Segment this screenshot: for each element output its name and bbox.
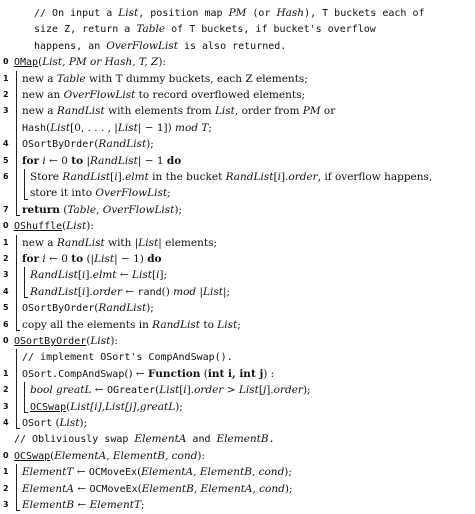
code-line: [0, 37, 475, 55]
line-number: 2: [3, 254, 9, 263]
code-line: [0, 184, 475, 202]
code-token: OCMoveEx: [88, 467, 138, 479]
code-token: (: [38, 56, 43, 69]
code-token: ];: [159, 269, 168, 282]
code-token: do: [147, 253, 162, 265]
code-token: // Obliviously swap: [14, 434, 135, 446]
code-token: ):: [197, 449, 205, 462]
code-token: ;: [167, 187, 171, 200]
line-number: 7: [3, 204, 9, 214]
code-token: ].: [85, 285, 93, 298]
code-token: | − 1: [137, 154, 167, 167]
code-token: OverFlowList: [63, 89, 136, 101]
code-line: [0, 430, 475, 448]
code-token: ].: [85, 269, 93, 282]
code-token: ←: [73, 466, 89, 479]
code-token: Store: [30, 171, 63, 183]
code-token: ):: [86, 220, 94, 233]
code-line: [0, 365, 475, 383]
code-text: [30, 266, 167, 284]
code-token: List: [117, 121, 138, 134]
code-token: () ←: [124, 367, 149, 380]
code-token: to: [200, 318, 218, 331]
code-token: order: [288, 171, 318, 183]
block-scope-line: [16, 235, 17, 330]
code-token: ←: [91, 384, 107, 397]
code-token: elmt: [125, 171, 149, 183]
code-token: i: [156, 269, 160, 282]
code-token: [: [179, 384, 184, 397]
line-number: 2: [3, 483, 9, 493]
code-text: [22, 70, 308, 88]
code-text: [30, 184, 171, 202]
code-token: order: [92, 285, 123, 298]
code-token: Function: [148, 367, 201, 380]
code-token: ←: [74, 499, 90, 511]
code-line: [0, 119, 475, 137]
line-number: 2: [3, 385, 9, 395]
code-token: List: [138, 236, 159, 249]
block-scope-hook: [16, 428, 20, 429]
code-token: new a: [22, 105, 57, 118]
code-token: for: [22, 253, 40, 265]
line-number: 4: [3, 139, 9, 149]
code-token: i: [81, 285, 86, 298]
code-line: [0, 480, 475, 498]
code-token: ElementT: [22, 466, 74, 479]
code-token: ):: [110, 335, 118, 347]
code-token: OCSwap: [14, 450, 51, 462]
code-token: List: [94, 253, 115, 265]
code-token: RandList: [56, 105, 105, 118]
code-token: elmt: [92, 269, 117, 282]
code-token: int i, int j: [207, 367, 264, 380]
line-number: 5: [3, 155, 9, 165]
line-number: 0: [3, 450, 9, 460]
code-line: [0, 4, 475, 22]
code-line: [0, 316, 475, 334]
code-token: to: [71, 253, 84, 265]
code-token: mod T: [175, 121, 209, 134]
code-token: List: [118, 7, 139, 19]
code-token: and: [186, 434, 217, 446]
code-token: , position map: [138, 8, 229, 19]
block-scope-line: [24, 169, 25, 199]
code-token: RandList: [30, 269, 78, 282]
line-number: 5: [3, 303, 9, 313]
code-token: [: [77, 285, 82, 298]
code-token: ElementA: [134, 433, 187, 446]
code-token: mod: [173, 285, 197, 298]
code-token: (: [137, 466, 142, 479]
code-token: RandList: [30, 285, 78, 298]
code-token: PM: [228, 7, 247, 19]
code-token: ;: [208, 121, 212, 134]
code-token: (: [155, 384, 160, 397]
code-token: RandList: [56, 236, 105, 249]
code-token: .: [268, 434, 275, 446]
block-scope-line: [24, 382, 25, 412]
code-text: [22, 201, 182, 219]
code-token: (): [161, 285, 174, 298]
code-token: , if overflow happens,: [317, 171, 433, 183]
code-token: RandList: [98, 302, 147, 315]
code-token: Table, OverFlowList: [67, 203, 175, 216]
code-token: size Z, return a: [34, 24, 137, 36]
code-line: [0, 447, 475, 465]
code-token: ← 0: [45, 253, 72, 265]
code-token: | elements;: [158, 236, 217, 249]
code-token: i: [277, 171, 281, 183]
code-token: ].: [280, 171, 289, 183]
code-token: Table: [136, 23, 166, 36]
code-token: with |: [104, 236, 139, 249]
code-line: [0, 53, 475, 71]
line-number: 4: [3, 286, 9, 296]
code-token: List: [214, 105, 235, 118]
code-token: [0, . . . , |: [70, 121, 118, 134]
code-token: (: [94, 302, 99, 315]
code-token: new an: [22, 89, 64, 101]
code-token: OSortByOrder: [22, 139, 95, 151]
code-token: RandList: [225, 171, 274, 183]
code-text: [22, 102, 335, 120]
code-token: ].: [186, 384, 195, 397]
code-token: ].: [117, 171, 126, 183]
code-token: is also returned.: [177, 40, 287, 52]
code-text: [22, 152, 181, 170]
line-number: 6: [3, 172, 9, 181]
code-token: OSortByOrder: [14, 336, 87, 347]
code-token: List[i],List[j],greatL: [70, 400, 176, 413]
code-text: [22, 250, 162, 268]
code-token: List: [159, 384, 180, 397]
code-line: [0, 496, 475, 514]
code-token: i: [81, 269, 86, 282]
code-token: (: [52, 417, 60, 429]
code-token: );: [284, 482, 293, 495]
code-token: ElementT: [89, 499, 141, 511]
code-token: do: [166, 154, 182, 167]
code-line: [0, 135, 475, 153]
code-token: , order from: [234, 105, 303, 118]
code-token: or: [320, 105, 336, 118]
code-token: OCMoveEx: [89, 483, 138, 495]
code-line: [0, 201, 475, 219]
code-token: RandList: [90, 154, 138, 167]
code-line: [0, 217, 475, 235]
code-token: with elements from: [104, 105, 215, 118]
code-token: i: [39, 154, 46, 167]
code-token: OSortByOrder: [22, 303, 95, 315]
code-token: (: [137, 482, 142, 495]
code-token: copy all the elements in: [22, 318, 153, 331]
code-token: ← 0: [45, 154, 72, 167]
code-line: [0, 234, 475, 252]
block-scope-line: [16, 464, 17, 510]
code-token: [: [77, 269, 82, 282]
code-token: j: [262, 384, 267, 397]
code-line: [0, 398, 475, 416]
code-token: (: [66, 400, 71, 413]
code-line: [0, 20, 475, 38]
code-text: [22, 234, 217, 252]
code-token: List: [59, 417, 80, 429]
code-token: to: [71, 154, 84, 167]
code-token: OMap: [14, 57, 39, 69]
block-scope-line: [16, 349, 17, 428]
code-token: (or: [246, 8, 277, 19]
code-token: PM: [302, 105, 321, 118]
code-token: (: [94, 138, 99, 151]
block-scope-hook: [24, 412, 28, 413]
code-token: List: [203, 285, 223, 298]
code-token: (: [200, 367, 208, 380]
code-token: );: [175, 400, 183, 413]
code-token: in the bucket: [148, 171, 226, 183]
code-token: OCSwap: [30, 401, 67, 413]
code-token: new a: [22, 236, 57, 249]
code-token: (: [46, 121, 51, 134]
code-token: ) :: [263, 367, 275, 380]
code-token: );: [302, 384, 311, 397]
code-token: );: [79, 417, 88, 429]
code-token: ), T buckets each of: [304, 8, 425, 19]
code-token: |: [196, 285, 204, 298]
code-token: ElementA, ElementB, cond: [54, 449, 198, 462]
code-token: bool greatL: [30, 384, 92, 397]
code-token: );: [174, 203, 183, 216]
code-token: [: [110, 171, 115, 183]
code-line: [0, 70, 475, 88]
code-token: ElementB, ElementA, cond: [141, 482, 285, 495]
code-token: OSort: [22, 418, 53, 429]
code-token: return: [22, 203, 60, 216]
code-token: ElementB: [22, 499, 75, 511]
code-token: List, PM or Hash, T, Z: [42, 56, 159, 69]
code-token: | − 1): [114, 253, 148, 265]
code-token: // implement OSort's CompAndSwap().: [22, 352, 233, 364]
line-number: 6: [3, 319, 9, 329]
code-token: List: [90, 335, 111, 347]
code-token: Table: [56, 72, 86, 85]
code-line: [0, 414, 475, 432]
code-token: ;: [237, 318, 241, 331]
code-token: with T dummy buckets, each Z elements;: [85, 72, 308, 85]
code-token: ].: [266, 384, 274, 397]
code-token: OSort.CompAndSwap: [22, 368, 125, 380]
code-text: [22, 86, 305, 104]
code-token: new a: [22, 72, 57, 85]
code-token: Hash: [276, 7, 305, 19]
code-token: );: [146, 138, 154, 151]
code-line: [0, 381, 475, 399]
code-token: order: [194, 384, 224, 397]
code-token: store it into: [30, 187, 96, 200]
code-token: |;: [223, 285, 231, 298]
line-number: 1: [3, 73, 9, 83]
block-scope-hook: [24, 297, 28, 298]
code-token: (: [86, 335, 91, 347]
code-token: (: [50, 449, 55, 462]
code-token: ElementB: [216, 433, 269, 446]
code-token: >: [223, 384, 239, 397]
code-token: List: [238, 384, 259, 397]
code-token: (: [62, 220, 67, 233]
code-token: i: [39, 253, 46, 265]
code-token: List: [217, 318, 238, 331]
line-number: 4: [3, 418, 9, 427]
code-line: [0, 102, 475, 120]
code-token: RandList: [98, 138, 147, 151]
code-token: [: [258, 384, 263, 397]
line-number: 0: [3, 57, 9, 67]
line-number: 3: [3, 106, 9, 116]
code-line: [0, 332, 475, 350]
line-number: 1: [3, 368, 9, 378]
code-token: OShuffle: [14, 221, 63, 233]
code-line: [0, 266, 475, 284]
code-line: [0, 250, 475, 268]
line-number: 3: [3, 270, 9, 280]
line-number: 1: [3, 467, 9, 477]
block-scope-hook: [24, 199, 28, 200]
code-token: OGreater: [106, 385, 156, 397]
line-number: 1: [3, 237, 9, 247]
code-token: List: [66, 220, 87, 233]
code-token: order: [273, 384, 303, 397]
code-token: [: [273, 171, 278, 183]
code-token: to record overflowed elements;: [135, 89, 306, 101]
code-token: OverFlowList: [106, 39, 178, 52]
block-scope-line: [24, 267, 25, 297]
code-token: ElementA: [22, 482, 74, 495]
code-token: happens, an: [34, 40, 107, 52]
line-number: 3: [3, 401, 9, 411]
code-token: );: [284, 466, 292, 479]
code-text: [30, 168, 432, 186]
code-line: [0, 86, 475, 104]
code-line: [0, 168, 475, 186]
code-token: ;: [141, 499, 145, 511]
code-text: [22, 316, 241, 334]
code-token: OverFlowList: [95, 187, 168, 200]
code-token: rand: [137, 286, 162, 298]
code-token: (: [59, 203, 68, 216]
block-scope-hook: [16, 510, 20, 511]
line-number: 0: [3, 221, 9, 231]
code-text: [22, 496, 145, 514]
code-token: // On input a: [34, 8, 119, 19]
code-token: Hash: [22, 122, 47, 134]
code-line: [0, 299, 475, 317]
code-token: for: [22, 154, 40, 167]
line-number: 2: [3, 90, 9, 99]
code-token: ←: [73, 482, 90, 495]
block-scope-hook: [16, 330, 20, 331]
code-line: [0, 283, 475, 301]
code-token: i: [114, 171, 118, 183]
code-token: | − 1]): [137, 121, 176, 134]
block-scope-line: [16, 71, 17, 216]
code-token: List: [131, 269, 152, 282]
code-line: [0, 152, 475, 170]
code-token: ):: [158, 56, 166, 69]
code-token: RandList: [62, 171, 111, 183]
code-token: ElementA, ElementB, cond: [141, 466, 285, 479]
code-token: of T buckets, if bucket's overflow: [165, 24, 376, 36]
block-scope-hook: [16, 215, 20, 216]
code-token: (|: [83, 253, 95, 265]
code-line: [0, 463, 475, 481]
code-token: ←: [116, 269, 132, 282]
code-token: ←: [122, 285, 138, 298]
code-token: |: [83, 154, 91, 167]
code-token: );: [146, 302, 154, 315]
code-token: i: [183, 384, 187, 397]
code-line: [0, 348, 475, 366]
code-token: [: [151, 269, 157, 282]
line-number: 3: [3, 500, 9, 509]
line-number: 0: [3, 336, 9, 345]
code-token: List: [50, 121, 71, 134]
code-token: RandList: [152, 318, 201, 331]
